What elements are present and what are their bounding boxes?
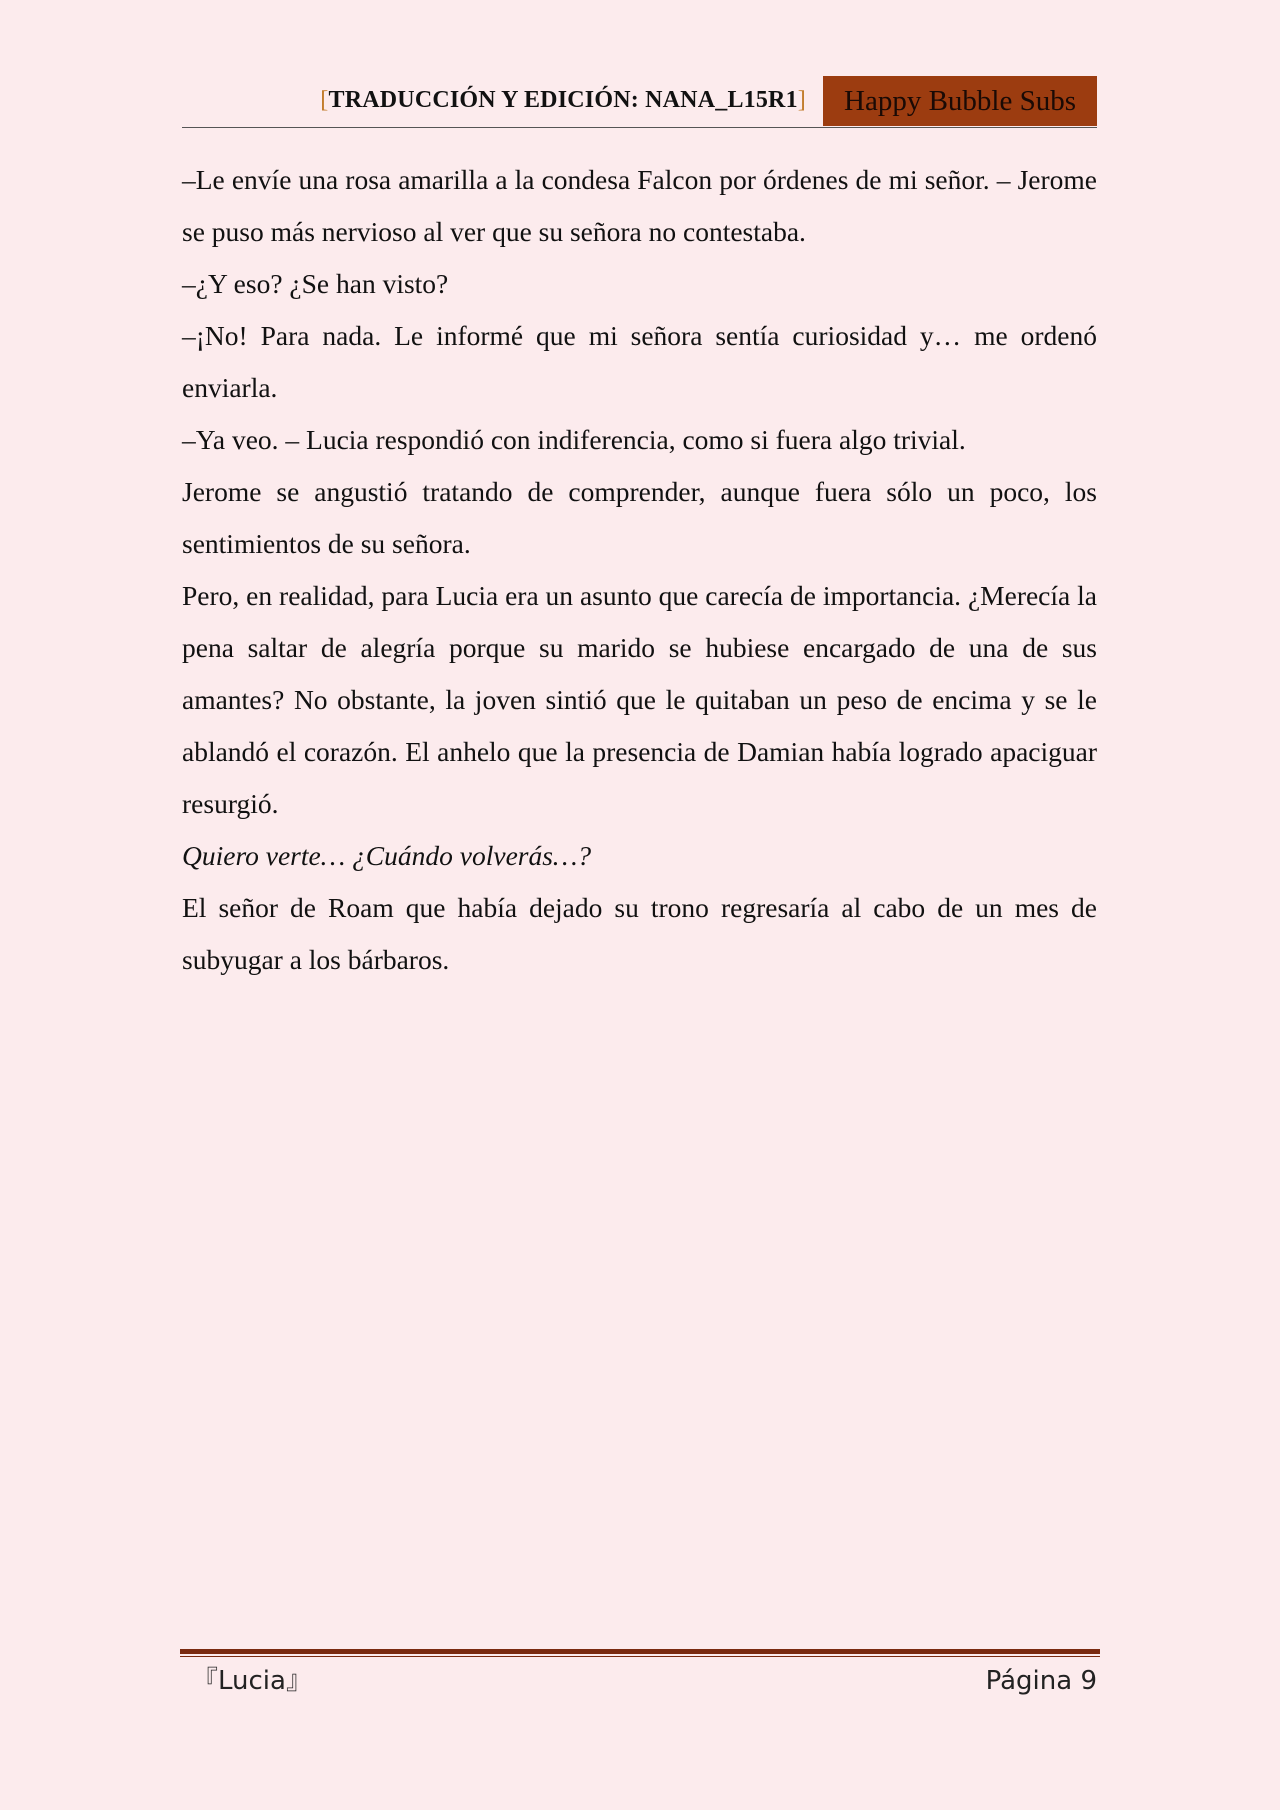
footer-page-number: Página 9 xyxy=(985,1666,1097,1696)
credit-bracket-open: [ xyxy=(320,87,329,113)
footer-rule-thin xyxy=(180,1656,1100,1657)
paragraph: –Ya veo. – Lucia respondió con indiferencia, como si fuera algo trivial. xyxy=(182,424,966,455)
paragraph: –¿Y eso? ¿Se han visto? xyxy=(182,268,449,299)
brand-label: Happy Bubble Subs xyxy=(823,76,1097,126)
paragraph: Pero, en realidad, para Lucia era un asunto que carecía de importancia. ¿Merecía la pena saltar de alegría porque su marido se hubiese encargado de una de sus amantes? No obstante, la joven sintió que le quitaban un peso de encima y se le ablandó el corazón. El anhelo que la presencia de Damian había logrado apaciguar resurgió. xyxy=(182,580,1097,819)
paragraph: Jerome se angustió tratando de comprender, aunque fuera sólo un poco, los sentimientos de su señora. xyxy=(182,476,1097,559)
translation-credit xyxy=(320,87,806,114)
paragraph: –¡No! Para nada. Le informé que mi señora sentía curiosidad y… me ordenó enviarla. xyxy=(182,320,1097,403)
page-header xyxy=(182,76,1097,128)
footer-book-title: 『Lucia』 xyxy=(192,1666,312,1696)
footer-rule xyxy=(180,1649,1100,1654)
paragraph-italic: Quiero verte… ¿Cuándo volverás…? xyxy=(182,840,592,871)
credit-text: TRADUCCIÓN Y EDICIÓN: NANA_L15R1 xyxy=(328,87,798,113)
body-text xyxy=(182,154,1097,986)
paragraph: El señor de Roam que había dejado su trono regresaría al cabo de un mes de subyugar a los bárbaros. xyxy=(182,892,1097,975)
paragraph: –Le envíe una rosa amarilla a la condesa Falcon por órdenes de mi señor. – Jerome se puso más nervioso al ver que su señora no contestaba. xyxy=(182,164,1097,247)
credit-bracket-close: ] xyxy=(797,87,806,113)
